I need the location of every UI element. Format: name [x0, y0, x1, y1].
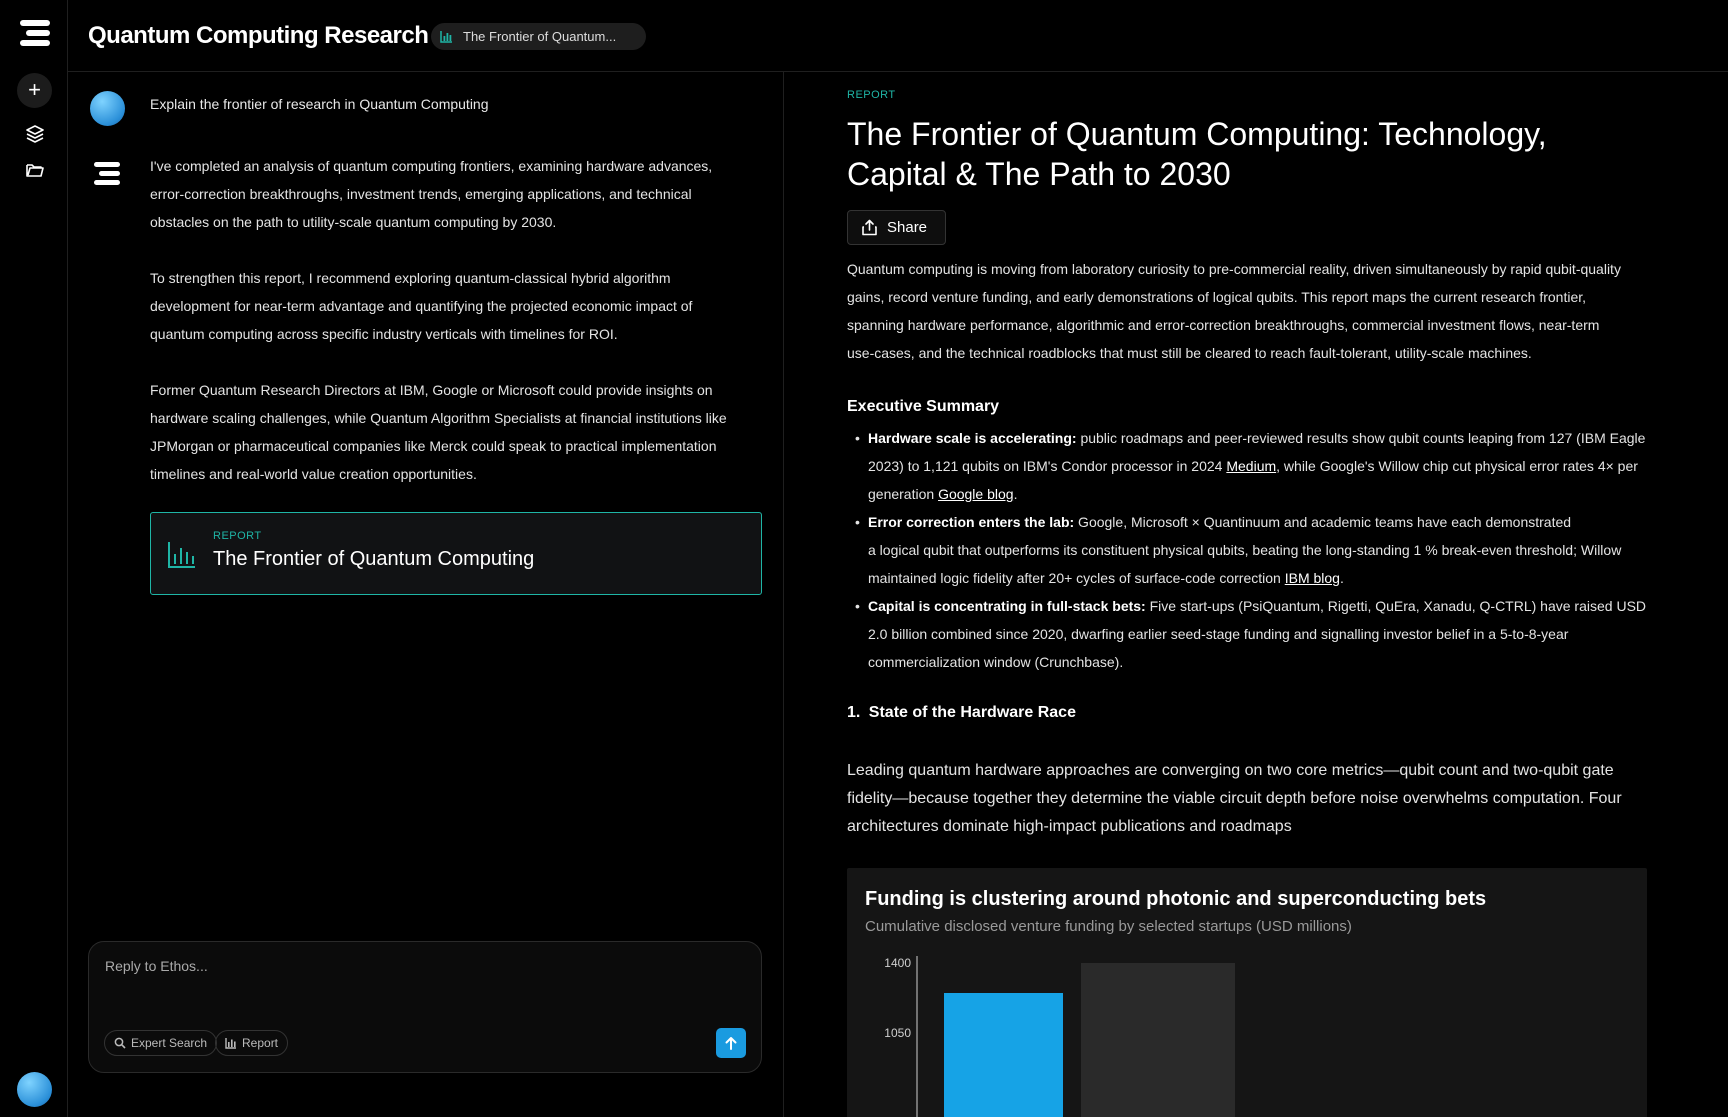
- share-icon: [861, 219, 878, 236]
- y-tick-label: 1400: [884, 956, 911, 970]
- assistant-paragraph: I've completed an analysis of quantum computing frontiers, examining hardware advances, error-correction breakthroughs, investment trends, emerging applications, and technical obstacles on the path to utility-scale quantum computing by 2030.: [150, 158, 713, 230]
- report-card[interactable]: [150, 512, 762, 595]
- summary-bullet: [847, 508, 1647, 592]
- user-message: Explain the frontier of research in Quantum Computing: [150, 96, 489, 112]
- report-card-eyebrow: REPORT: [213, 530, 262, 542]
- report-intro: [847, 255, 1647, 367]
- bar-chart-icon: [440, 30, 453, 43]
- assistant-message: [150, 152, 750, 516]
- y-tick-label: 1050: [884, 1026, 911, 1040]
- search-icon: [114, 1037, 126, 1049]
- bar-chart-icon: [225, 1037, 237, 1049]
- bullet-text: 2.0 billion combined since 2020, dwarfing earlier seed-stage funding and signalling investor belief in a 5-to-8-year: [868, 626, 1569, 642]
- page-title: Quantum Computing Research: [88, 22, 429, 49]
- intro-line: spanning hardware performance, algorithmic and error-correction breakthroughs, commercial investment flows, near-term: [847, 317, 1600, 333]
- share-label: Share: [887, 219, 928, 236]
- report-panel: [785, 72, 1728, 1117]
- assistant-paragraph: Former Quantum Research Directors at IBM, Google or Microsoft could provide insights on hardware scaling challenges, while Quantum Algorithm Specialists at financial institutions like JPMorgan or pharmaceutical companies like Merck could speak to practical implementation timelines and real-world value creation opportunities.: [150, 382, 727, 482]
- bullet-lead: Hardware scale is accelerating:: [868, 430, 1077, 446]
- report-eyebrow: REPORT: [847, 89, 896, 101]
- bullet-text: .: [1013, 486, 1018, 502]
- user-avatar[interactable]: [17, 1072, 52, 1107]
- executive-summary-heading: Executive Summary: [847, 398, 1000, 415]
- section-title: State of the Hardware Race: [868, 704, 1076, 721]
- bullet-text: , while Google's Willow chip cut physical error rates 4× per: [1276, 458, 1638, 474]
- funding-chart-card: [847, 868, 1647, 1117]
- left-rail: [0, 0, 68, 1117]
- expert-search-label: Expert Search: [131, 1036, 208, 1050]
- bullet-text: .: [1339, 570, 1344, 586]
- bullet-text: a logical qubit that outperforms its constituent physical qubits, beating the long-standing 1 % break-even threshold; Willow: [868, 542, 1622, 558]
- bullet-text: public roadmaps and peer-reviewed results show qubit counts leaping from 127 (IBM Eagle: [1076, 430, 1646, 446]
- bullet-text: maintained logic fidelity after 20+ cycles of surface-code correction: [868, 570, 1285, 586]
- report-mode-button[interactable]: [215, 1030, 288, 1056]
- chat-panel: [68, 72, 784, 1117]
- bullet-text: 2023) to 1,121 qubits on IBM's Condor processor in 2024: [868, 458, 1227, 474]
- reply-input[interactable]: [105, 958, 745, 974]
- bullet-text: generation: [868, 486, 939, 502]
- bullet-lead: Capital is concentrating in full-stack bets:: [868, 598, 1146, 614]
- bullet-lead: Error correction enters the lab:: [868, 514, 1075, 530]
- user-message-avatar: [90, 91, 125, 126]
- layers-icon[interactable]: [25, 124, 45, 144]
- section-paragraph: Leading quantum hardware approaches are converging on two core metrics—qubit count and two-qubit gate fidelity—because together they determine the viable circuit depth before noise overwhelms computation. Four architectures dominate high-impact publications and roadmaps: [847, 762, 1622, 835]
- section-heading: [847, 704, 1076, 722]
- funding-bar-chart: [847, 868, 1647, 1117]
- report-card-title: The Frontier of Quantum Computing: [213, 548, 535, 570]
- ethos-logo-icon[interactable]: [20, 18, 50, 48]
- summary-bullet: [847, 592, 1647, 676]
- folder-icon[interactable]: [25, 160, 45, 180]
- chart-title: Funding is clustering around photonic and superconducting bets: [865, 888, 1487, 910]
- funding-bar[interactable]: [944, 993, 1063, 1117]
- medium-link[interactable]: Medium: [1226, 458, 1277, 474]
- summary-bullet: [847, 424, 1647, 508]
- share-button[interactable]: [847, 210, 946, 245]
- ibm-blog-link[interactable]: IBM blog: [1284, 570, 1340, 586]
- report-tab-chip[interactable]: [431, 23, 646, 50]
- report-mode-label: Report: [242, 1036, 279, 1050]
- section-number: 1.: [847, 704, 861, 721]
- report-tab-label: The Frontier of Quantum...: [463, 29, 617, 44]
- report-title: The Frontier of Quantum Computing: Technology, Capital & The Path to 2030: [847, 116, 1547, 192]
- bullet-text: Five start-ups (PsiQuantum, Rigetti, QuEra, Xanadu, Q-CTRL) have raised USD: [1145, 598, 1647, 614]
- expert-search-button[interactable]: [104, 1030, 217, 1056]
- bar-chart-icon: [167, 540, 197, 570]
- send-button[interactable]: [716, 1028, 746, 1058]
- chart-subtitle: Cumulative disclosed venture funding by selected startups (USD millions): [865, 918, 1352, 935]
- assistant-logo-icon: [94, 161, 120, 187]
- top-header: [68, 0, 1728, 72]
- new-chat-button[interactable]: +: [17, 73, 52, 108]
- bullet-text: commercialization window (Crunchbase).: [868, 654, 1124, 670]
- reply-composer: [88, 941, 762, 1073]
- executive-summary-list: [847, 424, 1647, 676]
- intro-line: Quantum computing is moving from laboratory curiosity to pre-commercial reality, driven simultaneously by rapid qubit-quality: [847, 261, 1621, 277]
- intro-line: use-cases, and the technical roadblocks that must still be cleared to reach fault-tolerant, utility-scale machines.: [847, 345, 1532, 361]
- funding-bar[interactable]: [1081, 963, 1235, 1117]
- arrow-up-icon: [723, 1035, 739, 1051]
- assistant-paragraph: To strengthen this report, I recommend exploring quantum-classical hybrid algorithm development for near-term advantage and quantifying the projected economic impact of quantum computing across specific industry verticals with timelines for ROI.: [150, 270, 693, 342]
- google-blog-link[interactable]: Google blog: [938, 486, 1014, 502]
- bullet-text: Google, Microsoft × Quantinuum and academic teams have each demonstrated: [1074, 514, 1572, 530]
- intro-line: gains, record venture funding, and early demonstrations of logical qubits. This report maps the current research frontier,: [847, 289, 1587, 305]
